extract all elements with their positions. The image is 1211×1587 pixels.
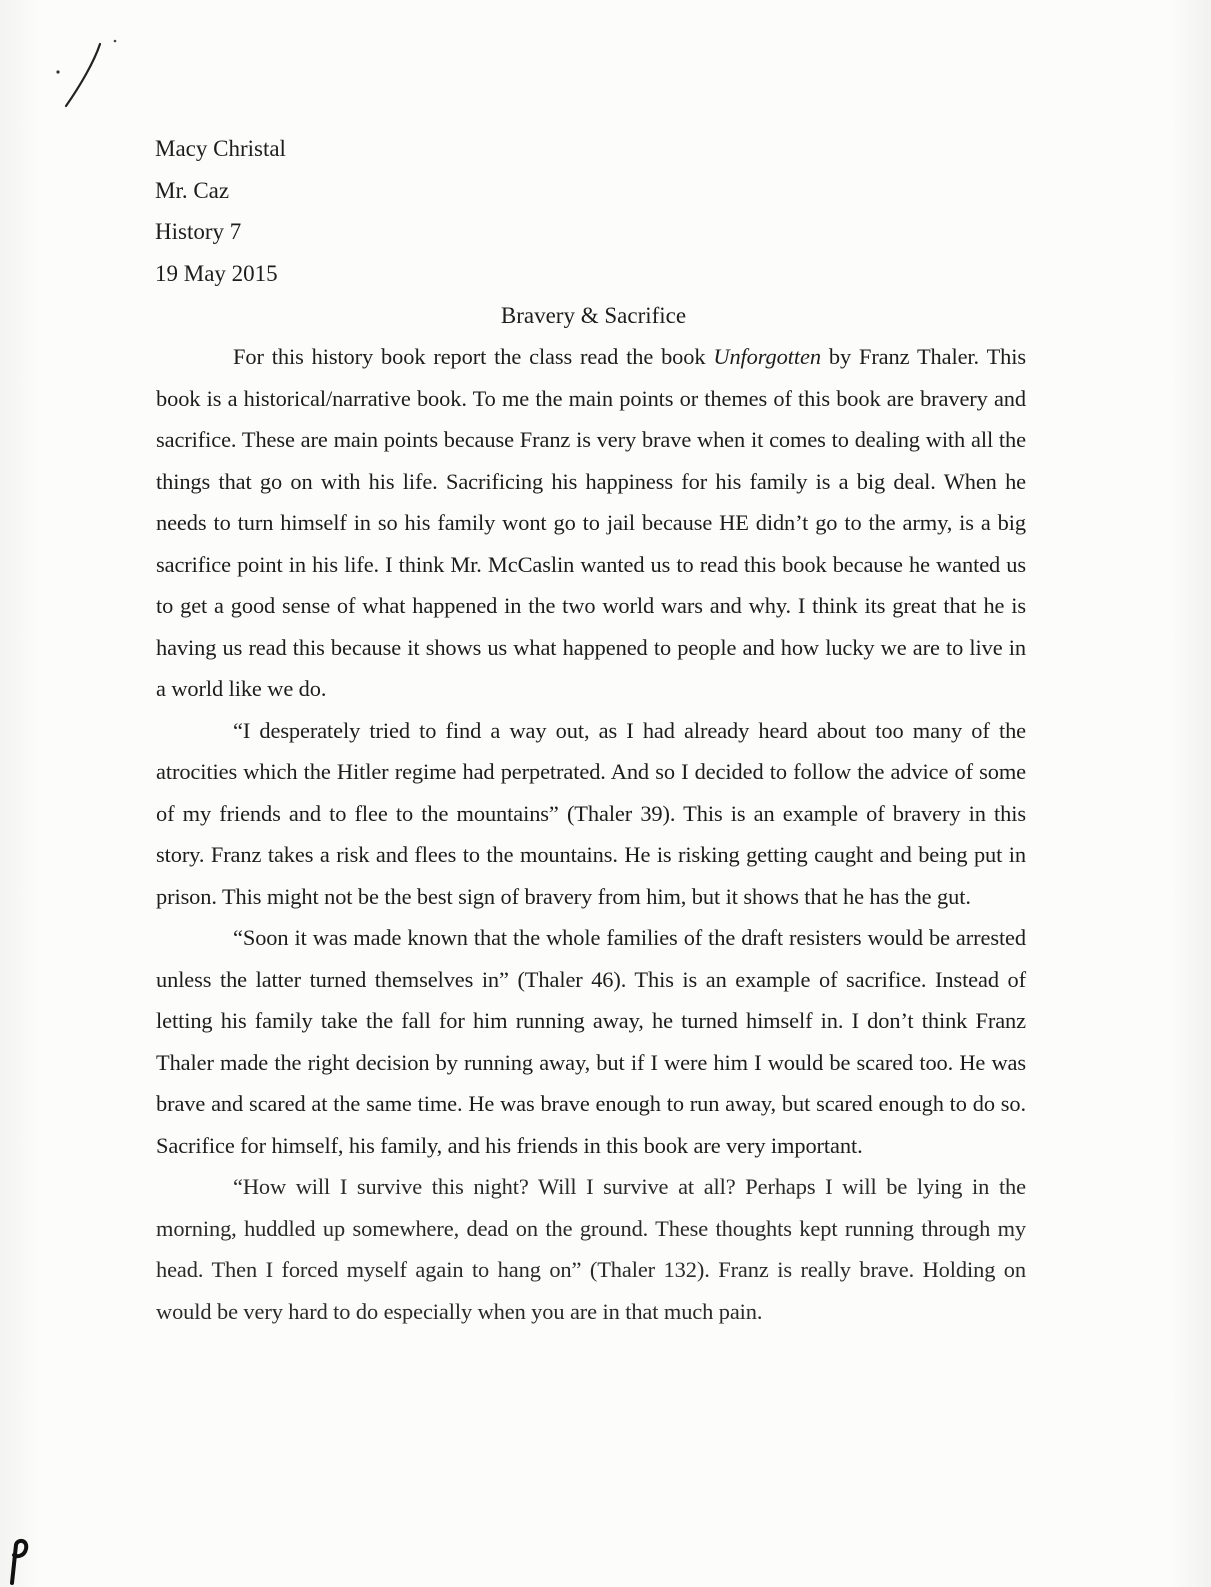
paragraph-sacrifice-quote: “Soon it was made known that the whole families of the draft resisters would be arrested unless the latter turned themselves in” (Thaler 46). This is an example of sacrifice. Instead of letting his family take the fall for him running away, he turned himself in. I don’t think Franz Thaler made the right decision by running away, but if I were him I would be scared too. He was brave and scared at the same time. He was brave enough to run away, but scared enough to do so. Sacrifice for himself, his family, and his friends in this book are very important.: [156, 925, 1026, 1158]
essay-title: Bravery & Sacrifice: [500, 303, 687, 328]
student-name: Macy Christal: [155, 136, 286, 161]
paragraph-bravery-quote: “I desperately tried to find a way out, as I had already heard about too many of the atrocities which the Hitler regime had perpetrated. And so I decided to follow the advice of some of my friends and to flee to the mountains” (Thaler 39). This is an example of bravery in this story. Franz takes a risk and flees to the mountains. He is risking getting caught and being put in prison. This might not be the best sign of bravery from him, but it shows that he has the gut.: [156, 717, 1026, 909]
paragraph-intro-lead: For this history book report the class read the book: [233, 344, 714, 369]
paragraph-survival-quote: “How will I survive this night? Will I survive at all? Perhaps I will be lying in the morning, huddled up somewhere, dead on the ground. These thoughts kept running through my head. Then I forced myself again to hang on” (Thaler 132). Franz is really brave. Holding on would be very hard to do especially when you are in that much pain.: [156, 1174, 1026, 1324]
essay-body: [156, 336, 1026, 1332]
course-name: History 7: [155, 219, 242, 244]
handwritten-page-mark: [4, 1535, 34, 1585]
book-title: Unforgotten: [713, 344, 821, 369]
student-header: [155, 128, 286, 294]
paragraph-intro: [156, 336, 1026, 710]
handwritten-slash-mark: [52, 36, 122, 116]
paragraph-intro-rest: by Franz Thaler. This book is a historical/narrative book. To me the main points or themes of this book are bravery and sacrifice. These are main points because Franz is very brave when it comes to dealing with all the things that go on with his life. Sacrificing his happiness for his family is a big deal. When he needs to turn himself in so his family wont go to jail because HE didn’t go to the army, is a big sacrifice point in his life. I think Mr. McCaslin wanted us to read this book because he wanted us to get a good sense of what happened in the two world wars and why. I think its great that he is having us read this because it shows us what happened to people and how lucky we are to live in a world like we do.: [156, 344, 1026, 701]
teacher-name: Mr. Caz: [155, 177, 230, 203]
essay-date: 19 May 2015: [155, 260, 278, 286]
